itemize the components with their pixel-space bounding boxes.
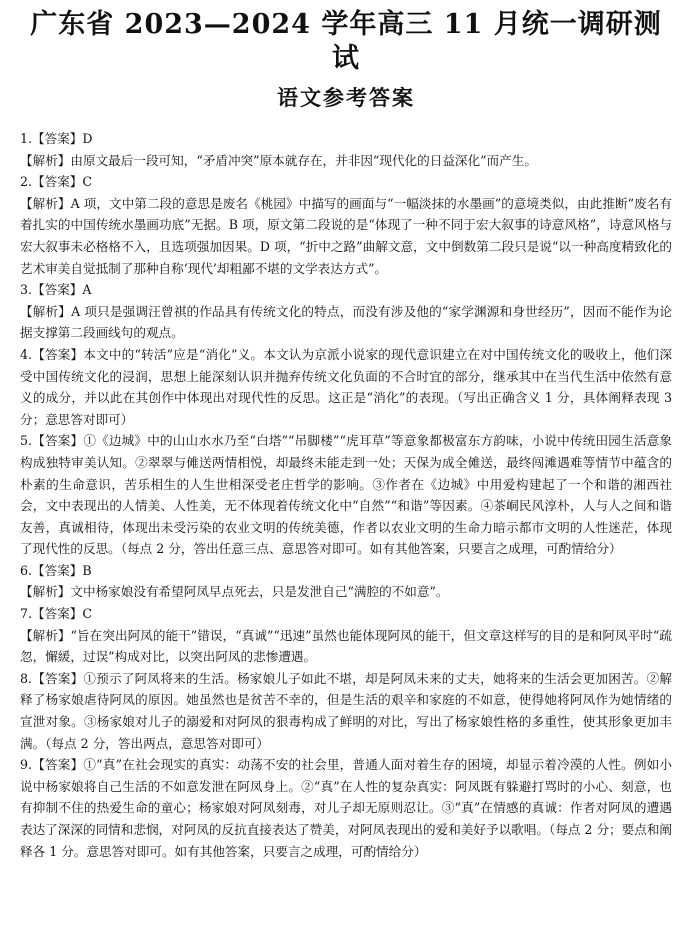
answer-item-2 bbox=[20, 171, 672, 279]
answer-item-1 bbox=[20, 128, 672, 171]
answer-line: 3.【答案】A bbox=[20, 282, 92, 298]
answer-paragraph: 5.【答案】①《边城》中的山山水水乃至“白塔”“吊脚楼”“虎耳草”等意象都极富东方韵味，小说中传统田园生活意象构成独特审美认知。②翠翠与傩送两情相悦，却最终未能走到一处；天保为成全傩送，最终闯滩遇难等情节中蕴含的朴素的生命意识，苦乐相生的人生世相深受老庄哲学的影响。③作者在《边城》中用爱构建起了一个和谐的湘西社会，文中表现出的人情美、人性美，无不体现着传统文化中“自然”“和谐”等因素。④茶峒民风淳朴，人与人之间和谐友善，真诚相待，体现出未受污染的农业文明的传统美德，作者以农业文明的生命力暗示都市文明的人性迷茫，体现了现代性的反思。（每点 2 分，答出任意三点、意思答对即可。如有其他答案，只要言之成理，可酌情给分） bbox=[20, 433, 672, 557]
analysis-paragraph: 【解析】文中杨家娘没有希望阿凤早点死去，只是发泄自己“满腔的不如意”。 bbox=[20, 584, 449, 600]
analysis-paragraph: 【解析】由原文最后一段可知，“矛盾冲突”原本就存在，并非因“现代化的日益深化”而产生。 bbox=[20, 152, 537, 168]
page-subtitle: 语文参考答案 bbox=[277, 85, 415, 110]
answer-item-3 bbox=[20, 279, 672, 344]
analysis-paragraph: 【解析】A 项，文中第二段的意思是废名《桃园》中描写的画面与“一幅淡抹的水墨画”的意境类似，由此推断“废名有着扎实的中国传统水墨画功底”无据。B 项，原文第二段说的是“体现了一种不同于宏大叙事的诗意风格”，诗意风格与宏大叙事未必格格不入，且选项强加因果。D 项，“折中之路”曲解文意，文中倒数第二段只是说“以一种高度精致化的艺术审美自觉抵制了那种自称‘现代’却粗鄙不堪的文学表达方式”。 bbox=[20, 195, 672, 276]
answer-item-8 bbox=[20, 668, 672, 754]
answer-paragraph: 9.【答案】①“真”在社会现实的真实：动荡不安的社会里，普通人面对着生存的困境，却显示着冷漠的人性。例如小说中杨家娘将自己生活的不如意发泄在阿凤身上。②“真”在人性的复杂真实：阿凤既有躲避打骂时的小心、刻意，也有抑制不住的热爱生命的童心；杨家娘对阿凤刻毒，对儿子却无原则忍让。③“真”在情感的真诚：作者对阿凤的遭遇表达了深深的同情和悲悯，对阿凤的反抗直接表达了赞美，对阿凤表现出的爱和美好予以歌唱。（每点 2 分；要点和阐释各 1 分。意思答对即可。如有其他答案，只要言之成理，可酌情给分） bbox=[20, 757, 673, 859]
answer-item-4 bbox=[20, 344, 672, 430]
analysis-paragraph: 【解析】“旨在突出阿凤的能干”错误，“真诚”“迅速”虽然也能体现阿凤的能干，但文章这样写的目的是和阿凤平时“疏忽，懈緩，过误”构成对比，以突出阿凤的悲惨遭遇。 bbox=[20, 627, 672, 665]
answer-line: 6.【答案】B bbox=[20, 562, 92, 578]
page-title: 广东省 2023—2024 学年高三 11 月统一调研测试 bbox=[30, 9, 662, 74]
answer-item-5 bbox=[20, 430, 672, 560]
answer-line: 7.【答案】C bbox=[20, 606, 93, 622]
analysis-paragraph: 【解析】A 项只是强调汪曾祺的作品具有传统文化的特点，而没有涉及他的“家学渊源和身世经历”，因而不能作为论据支撑第二段画线句的观点。 bbox=[20, 303, 672, 341]
answer-paragraph: 4.【答案】本文中的“转活”应是“消化”义。本文认为京派小说家的现代意识建立在对中国传统文化的吸收上，他们深受中国传统文化的浸润，思想上能深刻认识并抛弃传统文化负面的不合时宜的部分，继承其中在当代生活中依然有意义的成分，并以此在其创作中体现出对现代性的反思。这正是“消化”的表现。（写出正确含义 1 分，具体阐释表现 3 分；意思答对即可） bbox=[20, 346, 672, 427]
answer-paragraph: 8.【答案】①预示了阿凤将来的生活。杨家娘儿子如此不堪，却是阿凤未来的丈夫，她将来的生活会更加困苦。②解释了杨家娘虐待阿凤的原因。她虽然也是贫苦不幸的，但是生活的艰辛和家庭的不如意，使得她将阿凤作为她情绪的宣泄对象。③杨家娘对儿子的溺爱和对阿凤的狠毒构成了鲜明的对比，写出了杨家娘性格的多重性，使其形象更加丰满。（每点 2 分，答出两点，意思答对即可） bbox=[20, 670, 672, 751]
answer-item-6 bbox=[20, 560, 672, 603]
answer-item-7 bbox=[20, 603, 672, 668]
answer-item-9 bbox=[20, 754, 672, 862]
answer-line: 1.【答案】D bbox=[20, 131, 93, 146]
answer-line: 2.【答案】C bbox=[20, 174, 93, 190]
